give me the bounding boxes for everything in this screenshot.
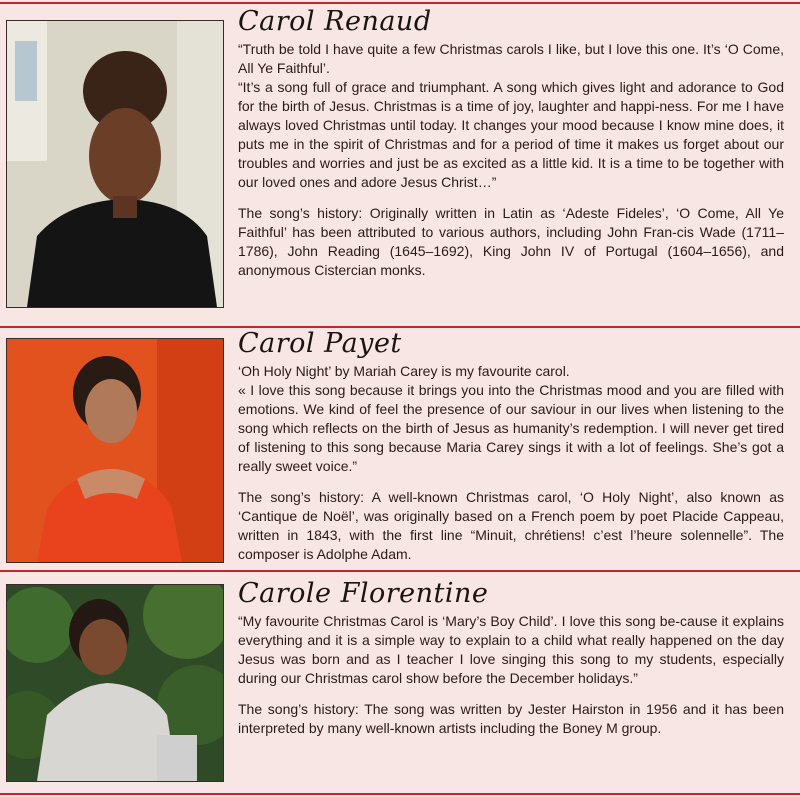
divider-bottom [0,793,800,795]
person-name: Carole Florentine [238,578,489,609]
profile-carol-payet [0,328,800,568]
portrait-photo [6,20,224,308]
song-history: The song’s history: Originally written in Latin as ‘Adeste Fideles’, ‘O Come, All Ye Faithful’ has been attributed to various authors, including John Fran-cis Wade (1711–1786), John Reading (1645–1692), King John IV of Portugal (1604–1656), and anonymous Cistercian monks. [238,205,784,278]
song-history: The song’s history: The song was written by Jester Hairston in 1956 and it has been interpreted by many well-known artists including the Boney M group. [238,701,784,736]
quote-paragraph: “Truth be told I have quite a few Christmas carols I like, but I love this one. It’s ‘O Come, All Ye Faithful’. [238,41,784,76]
quote-paragraph: « I love this song because it brings you into the Christmas mood and you are filled with emotions. We kind of feel the presence of our saviour in our lives when listening to the song which reflects on the birth of Jesus as humanity’s redemption. I will never get tired of listening to this song because Maria Carey sings it with a lot of feelings. She’s got a really sweet voice.” [238,382,784,474]
quote-paragraph: ‘Oh Holy Night’ by Mariah Carey is my favourite carol. [238,363,570,379]
quote-paragraph: “It’s a song full of grace and triumphant. A song which gives light and adorance to God for the birth of Jesus. Christmas is a time of joy, laughter and happi-ness. For me I have always loved Christmas until today. It changes your mood because I know mine does, it puts me in the spirit of Christmas and for a period of time it makes us forget about our troubles and worries and just be as excited as a little kid. It is a time to be together with our loved ones and adore Jesus Christ…” [238,79,784,190]
profile-text [238,578,784,738]
person-name: Carol Renaud [238,6,432,37]
quote-paragraph: “My favourite Christmas Carol is ‘Mary’s Boy Child’. I love this song be-cause it explains everything and it is a simple way to explain to a child what really happened on the day Jesus was born and as I teacher I love singing this song to my students, especially during our Christmas carol show before the December holidays.” [238,613,784,686]
profile-carol-renaud [0,0,800,322]
song-history: The song’s history: A well-known Christmas carol, ‘O Holy Night’, also known as ‘Cantique de Noël’, was originally based on a French poem by poet Placide Cappeau, written in 1843, with the first line “Minuit, chrétiens! c’est l’heure solennelle”. The composer is Adolphe Adam. [238,489,784,562]
portrait-photo [6,584,224,782]
portrait-photo [6,338,224,563]
profile-carole-florentine [0,572,800,797]
person-name: Carol Payet [238,328,402,359]
profile-text [238,6,784,280]
profile-text [238,328,784,564]
